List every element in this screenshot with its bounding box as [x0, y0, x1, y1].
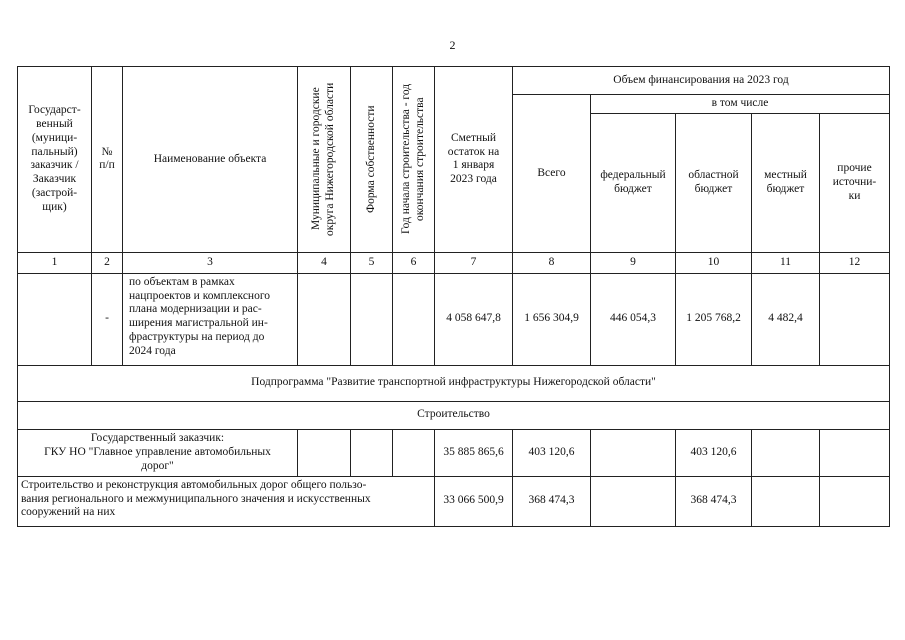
header-total: Всего [513, 95, 591, 253]
header-years: Год начала строительства - год окончания строительства [393, 67, 435, 253]
header-including: в том числе [591, 95, 890, 114]
section-title: Строительство [18, 401, 890, 429]
subprogram-title: Подпрограмма "Развитие транспортной инфраструктуры Нижегородской области" [18, 365, 890, 401]
cell-local [752, 429, 820, 476]
table-row-road-construction [18, 476, 890, 526]
column-number: 5 [351, 252, 393, 273]
column-number: 10 [676, 252, 752, 273]
cell-regional: 368 474,3 [676, 476, 752, 526]
cell-years [393, 273, 435, 365]
cell-customer [18, 273, 92, 365]
cell-regional: 403 120,6 [676, 429, 752, 476]
cell-estimated-balance: 4 058 647,8 [435, 273, 513, 365]
financing-table [17, 66, 890, 527]
cell-estimated-balance: 35 885 865,6 [435, 429, 513, 476]
header-other: прочие источни- ки [820, 113, 890, 252]
header-regional: областной бюджет [676, 113, 752, 252]
cell-other [820, 476, 890, 526]
column-number: 2 [92, 252, 123, 273]
cell-federal [591, 429, 676, 476]
cell-federal [591, 476, 676, 526]
column-number: 9 [591, 252, 676, 273]
column-numbers-row [18, 252, 890, 273]
cell-other [820, 429, 890, 476]
column-number: 6 [393, 252, 435, 273]
cell-local: 4 482,4 [752, 273, 820, 365]
column-number: 11 [752, 252, 820, 273]
column-number: 1 [18, 252, 92, 273]
cell-ownership [351, 429, 393, 476]
cell-object-name: по объектам в рамках нацпроектов и комплексного плана модернизации и рас- ширения магистральной ин- фраструктуры на период до 2024 года [123, 273, 298, 365]
cell-construction-name: Строительство и реконструкция автомобильных дорог общего пользо- вания регионального и межмуниципального значения и искусственных сооружений на них [18, 476, 435, 526]
column-number: 12 [820, 252, 890, 273]
header-federal: федеральный бюджет [591, 113, 676, 252]
cell-years [393, 429, 435, 476]
column-number: 3 [123, 252, 298, 273]
page-number: 2 [449, 38, 456, 52]
cell-ownership [351, 273, 393, 365]
table-row-national-projects [18, 273, 890, 365]
cell-total: 403 120,6 [513, 429, 591, 476]
header-local: местный бюджет [752, 113, 820, 252]
header-municipality: Муниципальные и городские округа Нижегородской области [298, 67, 351, 253]
column-number: 7 [435, 252, 513, 273]
header-financing: Объем финансирования на 2023 год [513, 67, 890, 95]
header-ownership: Форма собственности [351, 67, 393, 253]
cell-total: 368 474,3 [513, 476, 591, 526]
cell-regional: 1 205 768,2 [676, 273, 752, 365]
cell-local [752, 476, 820, 526]
cell-federal: 446 054,3 [591, 273, 676, 365]
column-number: 8 [513, 252, 591, 273]
cell-total: 1 656 304,9 [513, 273, 591, 365]
cell-other [820, 273, 890, 365]
column-number: 4 [298, 252, 351, 273]
header-customer: Государст- венный (муници- пальный) заказчик / Заказчик (застрой- щик) [18, 67, 92, 253]
cell-estimated-balance: 33 066 500,9 [435, 476, 513, 526]
header-number: № п/п [92, 67, 123, 253]
header-estimated-balance: Сметный остаток на 1 января 2023 года [435, 67, 513, 253]
cell-number: - [92, 273, 123, 365]
header-object-name: Наименование объекта [123, 67, 298, 253]
cell-municipality [298, 429, 351, 476]
cell-municipality [298, 273, 351, 365]
table-row-state-customer [18, 429, 890, 476]
cell-customer-name: Государственный заказчик: ГКУ НО "Главное управление автомобильных дорог" [18, 429, 298, 476]
